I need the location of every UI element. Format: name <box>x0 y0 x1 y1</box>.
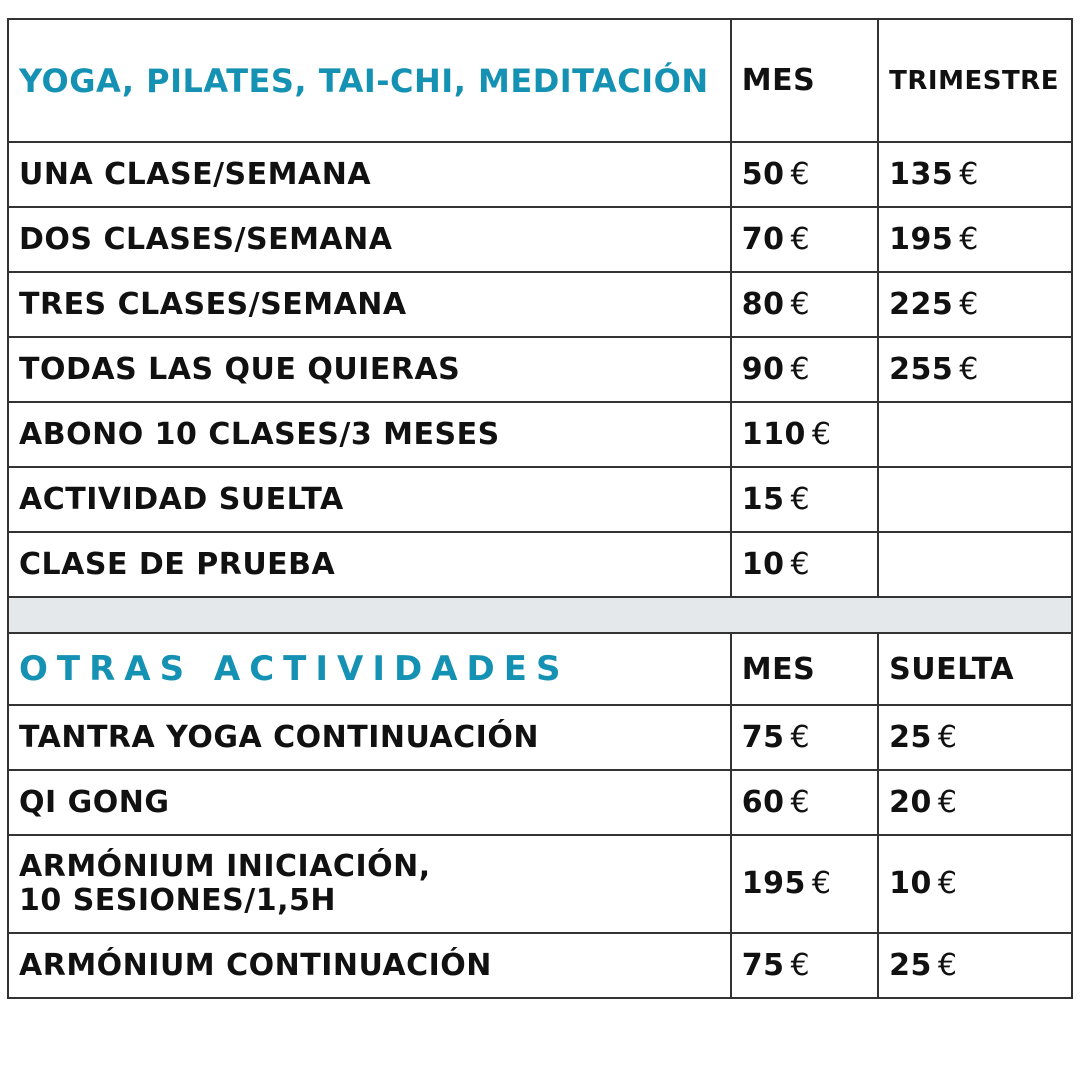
section-separator <box>8 597 1072 633</box>
price-table <box>7 18 1073 999</box>
price-suelta: 10 € <box>878 835 1072 933</box>
table-row <box>8 770 1072 835</box>
row-label: ARMÓNIUM CONTINUACIÓN <box>8 933 731 998</box>
price-mes: 50 € <box>731 142 878 207</box>
row-label: QI GONG <box>8 770 731 835</box>
price-trimestre-empty <box>878 402 1072 467</box>
section1-header-row <box>8 19 1072 142</box>
table-row <box>8 933 1072 998</box>
row-label-line2: 10 SESIONES/1,5H <box>19 883 336 918</box>
section1-col-mes: MES <box>731 19 878 142</box>
price-suelta: 20 € <box>878 770 1072 835</box>
price-mes: 10 € <box>731 532 878 597</box>
section2-col-mes: MES <box>731 633 878 705</box>
section2-header-row <box>8 633 1072 705</box>
price-trimestre: 135 € <box>878 142 1072 207</box>
price-mes: 195 € <box>731 835 878 933</box>
table-row <box>8 532 1072 597</box>
table-row <box>8 337 1072 402</box>
price-mes: 90 € <box>731 337 878 402</box>
row-label: ABONO 10 CLASES/3 MESES <box>8 402 731 467</box>
price-trimestre: 195 € <box>878 207 1072 272</box>
row-label: TANTRA YOGA CONTINUACIÓN <box>8 705 731 770</box>
row-label: DOS CLASES/SEMANA <box>8 207 731 272</box>
section1-col-trimestre: TRIMESTRE <box>878 19 1072 142</box>
table-row <box>8 402 1072 467</box>
row-label: UNA CLASE/SEMANA <box>8 142 731 207</box>
price-suelta: 25 € <box>878 705 1072 770</box>
price-suelta: 25 € <box>878 933 1072 998</box>
section2-title: OTRAS ACTIVIDADES <box>8 633 731 705</box>
table-row <box>8 142 1072 207</box>
price-mes: 110 € <box>731 402 878 467</box>
row-label <box>8 835 731 933</box>
price-mes: 80 € <box>731 272 878 337</box>
price-mes: 15 € <box>731 467 878 532</box>
price-trimestre-empty <box>878 532 1072 597</box>
section1-title: YOGA, PILATES, TAI-CHI, MEDITACIÓN <box>8 19 731 142</box>
separator-band <box>8 597 1072 633</box>
row-label: TODAS LAS QUE QUIERAS <box>8 337 731 402</box>
table-row <box>8 705 1072 770</box>
section2-col-suelta: SUELTA <box>878 633 1072 705</box>
table-row <box>8 272 1072 337</box>
row-label: TRES CLASES/SEMANA <box>8 272 731 337</box>
price-trimestre-empty <box>878 467 1072 532</box>
price-trimestre: 255 € <box>878 337 1072 402</box>
table-row <box>8 467 1072 532</box>
price-trimestre: 225 € <box>878 272 1072 337</box>
price-mes: 70 € <box>731 207 878 272</box>
price-mes: 60 € <box>731 770 878 835</box>
table-row <box>8 207 1072 272</box>
row-label: CLASE DE PRUEBA <box>8 532 731 597</box>
price-mes: 75 € <box>731 705 878 770</box>
row-label-line1: ARMÓNIUM INICIACIÓN, <box>19 848 431 884</box>
table-row <box>8 835 1072 933</box>
price-mes: 75 € <box>731 933 878 998</box>
row-label: ACTIVIDAD SUELTA <box>8 467 731 532</box>
